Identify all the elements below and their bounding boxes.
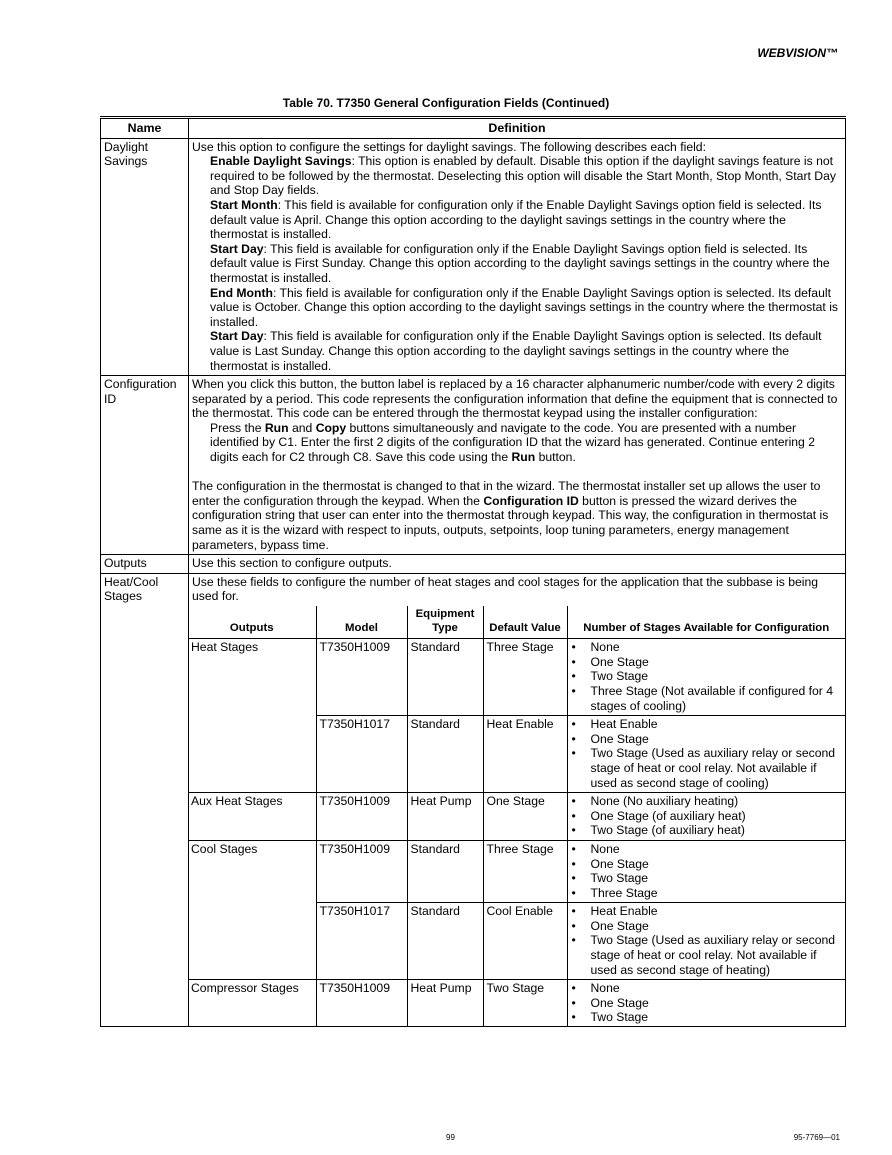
definition-intro: Use these fields to configure the number of heat stages and cool stages for the application that the subbase is being used for. [192, 574, 819, 604]
options-list [571, 904, 843, 977]
cell-model: T7350H1017 [316, 903, 407, 980]
subheader-model: Model [316, 606, 407, 639]
options-list [571, 640, 843, 713]
cell-model: T7350H1009 [316, 639, 407, 716]
subtable-row [188, 840, 845, 902]
option-item: • Two Stage [571, 871, 843, 886]
option-item: • Two Stage (Used as auxiliary relay or second stage of heat or cool relay. Not available if used as second stage of heating) [571, 933, 843, 977]
cell-default-value: One Stage [483, 793, 567, 841]
cell-equipment-type: Standard [407, 840, 483, 902]
configuration-id-button-ref: Configuration ID [483, 493, 579, 508]
subheader-equipment-type: Equipment Type [407, 606, 483, 639]
subheader-outputs: Outputs [188, 606, 316, 639]
options-list [571, 981, 843, 1025]
option-item: • Two Stage (of auxiliary heat) [571, 823, 843, 838]
copy-button-ref: Copy [315, 420, 347, 435]
cell-default-value: Three Stage [483, 840, 567, 902]
cell-equipment-type: Standard [407, 716, 483, 793]
options-list [571, 842, 843, 900]
option-item: • Three Stage [571, 886, 843, 901]
cell-model: T7350H1009 [316, 840, 407, 902]
cell-output: Aux Heat Stages [188, 793, 316, 841]
running-header: WEBVISION™ [757, 46, 838, 60]
column-header-name: Name [101, 118, 189, 139]
cell-default-value: Cool Enable [483, 903, 567, 980]
cell-model: T7350H1009 [316, 793, 407, 841]
cell-equipment-type: Heat Pump [407, 980, 483, 1027]
option-item: • None (No auxiliary heating) [571, 794, 843, 809]
field-term: Start Day [210, 241, 264, 256]
subtable-row [188, 716, 845, 793]
table-row-daylight-savings [101, 138, 846, 376]
column-header-definition: Definition [189, 118, 846, 139]
option-item: • None [571, 842, 843, 857]
subtable-row [188, 980, 845, 1027]
row-definition [189, 573, 846, 1026]
field-description [210, 329, 842, 373]
definition-paragraph: When you click this button, the button label is replaced by a 16 character alphanumeric number/code with every 2 digits separated by a period. This code represents the configuration information that define the equipment that is connected to the thermostat. This code can be entered through the thermostat keypad using the installer configuration: [192, 377, 838, 421]
option-item: • None [571, 640, 843, 655]
field-text: : This field is available for configuration only if the Enable Daylight Savings option field is selected. Its default value is April. Change this option according to the daylight savings settings in the country where the thermostat is installed. [210, 197, 822, 242]
field-term: Start Month [210, 197, 278, 212]
row-definition [189, 376, 846, 555]
table-row-heat-cool-stages [101, 573, 846, 1026]
subtable-row [188, 639, 845, 716]
row-name: Outputs [101, 555, 189, 574]
cell-equipment-type: Heat Pump [407, 793, 483, 841]
option-item: • Two Stage [571, 1010, 843, 1025]
option-item: • Heat Enable [571, 717, 843, 732]
field-text: : This option is enabled by default. Disable this option if the daylight savings feature is not required to be followed by the thermostat. Deselecting this option will disable the Start Month, Stop Month, Start Day and Stop Day fields. [210, 154, 836, 198]
definition-paragraph: The configuration in the thermostat is changed to that in the wizard. The thermostat installer set up allows the user to enter the configuration through the keypad. When the Configuration ID button is pressed the wizard derives the configuration string that user can enter into the thermostat through keypad. This way, the configuration in thermostat is same as it is the wizard with respect to inputs, outputs, setpoints, loop tuning parameters, energy management parameters, bypass time. [192, 479, 829, 552]
field-term: End Month [210, 285, 273, 300]
run-button-ref: Run [511, 450, 536, 465]
cell-default-value: Heat Enable [483, 716, 567, 793]
option-item: • One Stage [571, 857, 843, 872]
cell-options [567, 793, 845, 841]
field-description [210, 242, 842, 286]
definition-intro: Use this option to configure the settings for daylight savings. The following describes each field: [192, 139, 706, 154]
subtable-row [188, 793, 845, 841]
option-item: • One Stage [571, 919, 843, 934]
field-description [210, 198, 842, 242]
options-list [571, 794, 843, 838]
option-item: • None [571, 981, 843, 996]
cell-options [567, 980, 845, 1027]
row-name: Configuration ID [101, 376, 189, 555]
cell-equipment-type: Standard [407, 639, 483, 716]
row-definition: Use this section to configure outputs. [189, 555, 846, 574]
field-description [210, 286, 842, 330]
row-definition [189, 138, 846, 376]
row-name: Heat/Cool Stages [101, 573, 189, 1026]
cell-options [567, 716, 845, 793]
field-term: Start Day [210, 329, 264, 344]
field-text: : This field is available for configuration only if the Enable Daylight Savings option is selected. Its default value is October. Change this option according to the daylight savings settings in the country where the thermostat is installed. [210, 285, 839, 329]
cell-equipment-type: Standard [407, 903, 483, 980]
subtable-header-row [188, 606, 845, 639]
document-number: 95-7769—01 [793, 1133, 840, 1142]
field-text: : This field is available for configuration only if the Enable Daylight Savings option field is selected. Its default value is First Sunday. Change this option according to the daylight savings settings in the country where the thermostat is installed. [210, 241, 830, 285]
page-number: 99 [446, 1133, 455, 1142]
field-description [210, 154, 842, 198]
stages-subtable [188, 606, 845, 1027]
field-term: Enable Daylight Savings [210, 154, 352, 169]
table-caption: Table 70. T7350 General Configuration Fields (Continued) [282, 96, 610, 110]
run-button-ref: Run [264, 420, 289, 435]
cell-output [188, 903, 316, 980]
cell-output: Compressor Stages [188, 980, 316, 1027]
option-item: • Two Stage (Used as auxiliary relay or second stage of heat or cool relay. Not available if used as second stage of cooling) [571, 746, 843, 790]
subheader-default-value: Default Value [483, 606, 567, 639]
cell-default-value: Two Stage [483, 980, 567, 1027]
option-item: • One Stage [571, 732, 843, 747]
cell-output: Cool Stages [188, 840, 316, 902]
cell-model: T7350H1009 [316, 980, 407, 1027]
row-name: Daylight Savings [101, 138, 189, 376]
definition-instruction: Press the Run and Copy buttons simultaneously and navigate to the code. You are presented with a number identified by C1. Enter the first 2 digits of the configuration ID that the wizard has generated. Continue entering 2 digits each for C2 through C8. Save this code using the Run button. [210, 420, 815, 465]
option-item: • Two Stage [571, 669, 843, 684]
option-item: • Three Stage (Not available if configured for 4 stages of cooling) [571, 684, 843, 713]
subtable-row [188, 903, 845, 980]
option-item: • One Stage (of auxiliary heat) [571, 809, 843, 824]
cell-options [567, 840, 845, 902]
option-item: • One Stage [571, 996, 843, 1011]
cell-output: Heat Stages [188, 639, 316, 716]
options-list [571, 717, 843, 790]
table-row-outputs [101, 555, 846, 574]
cell-default-value: Three Stage [483, 639, 567, 716]
cell-model: T7350H1017 [316, 716, 407, 793]
subheader-stages-available: Number of Stages Available for Configuration [567, 606, 845, 639]
option-item: • Heat Enable [571, 904, 843, 919]
cell-options [567, 639, 845, 716]
configuration-fields-table [100, 116, 846, 1027]
field-text: : This field is available for configuration only if the Enable Daylight Savings option is selected. Its default value is Last Sunday. Change this option according to the daylight savings settings in the country where the thermostat is installed. [210, 329, 822, 373]
option-item: • One Stage [571, 655, 843, 670]
cell-options [567, 903, 845, 980]
table-row-configuration-id [101, 376, 846, 555]
cell-output [188, 716, 316, 793]
table-header-row [101, 118, 846, 139]
